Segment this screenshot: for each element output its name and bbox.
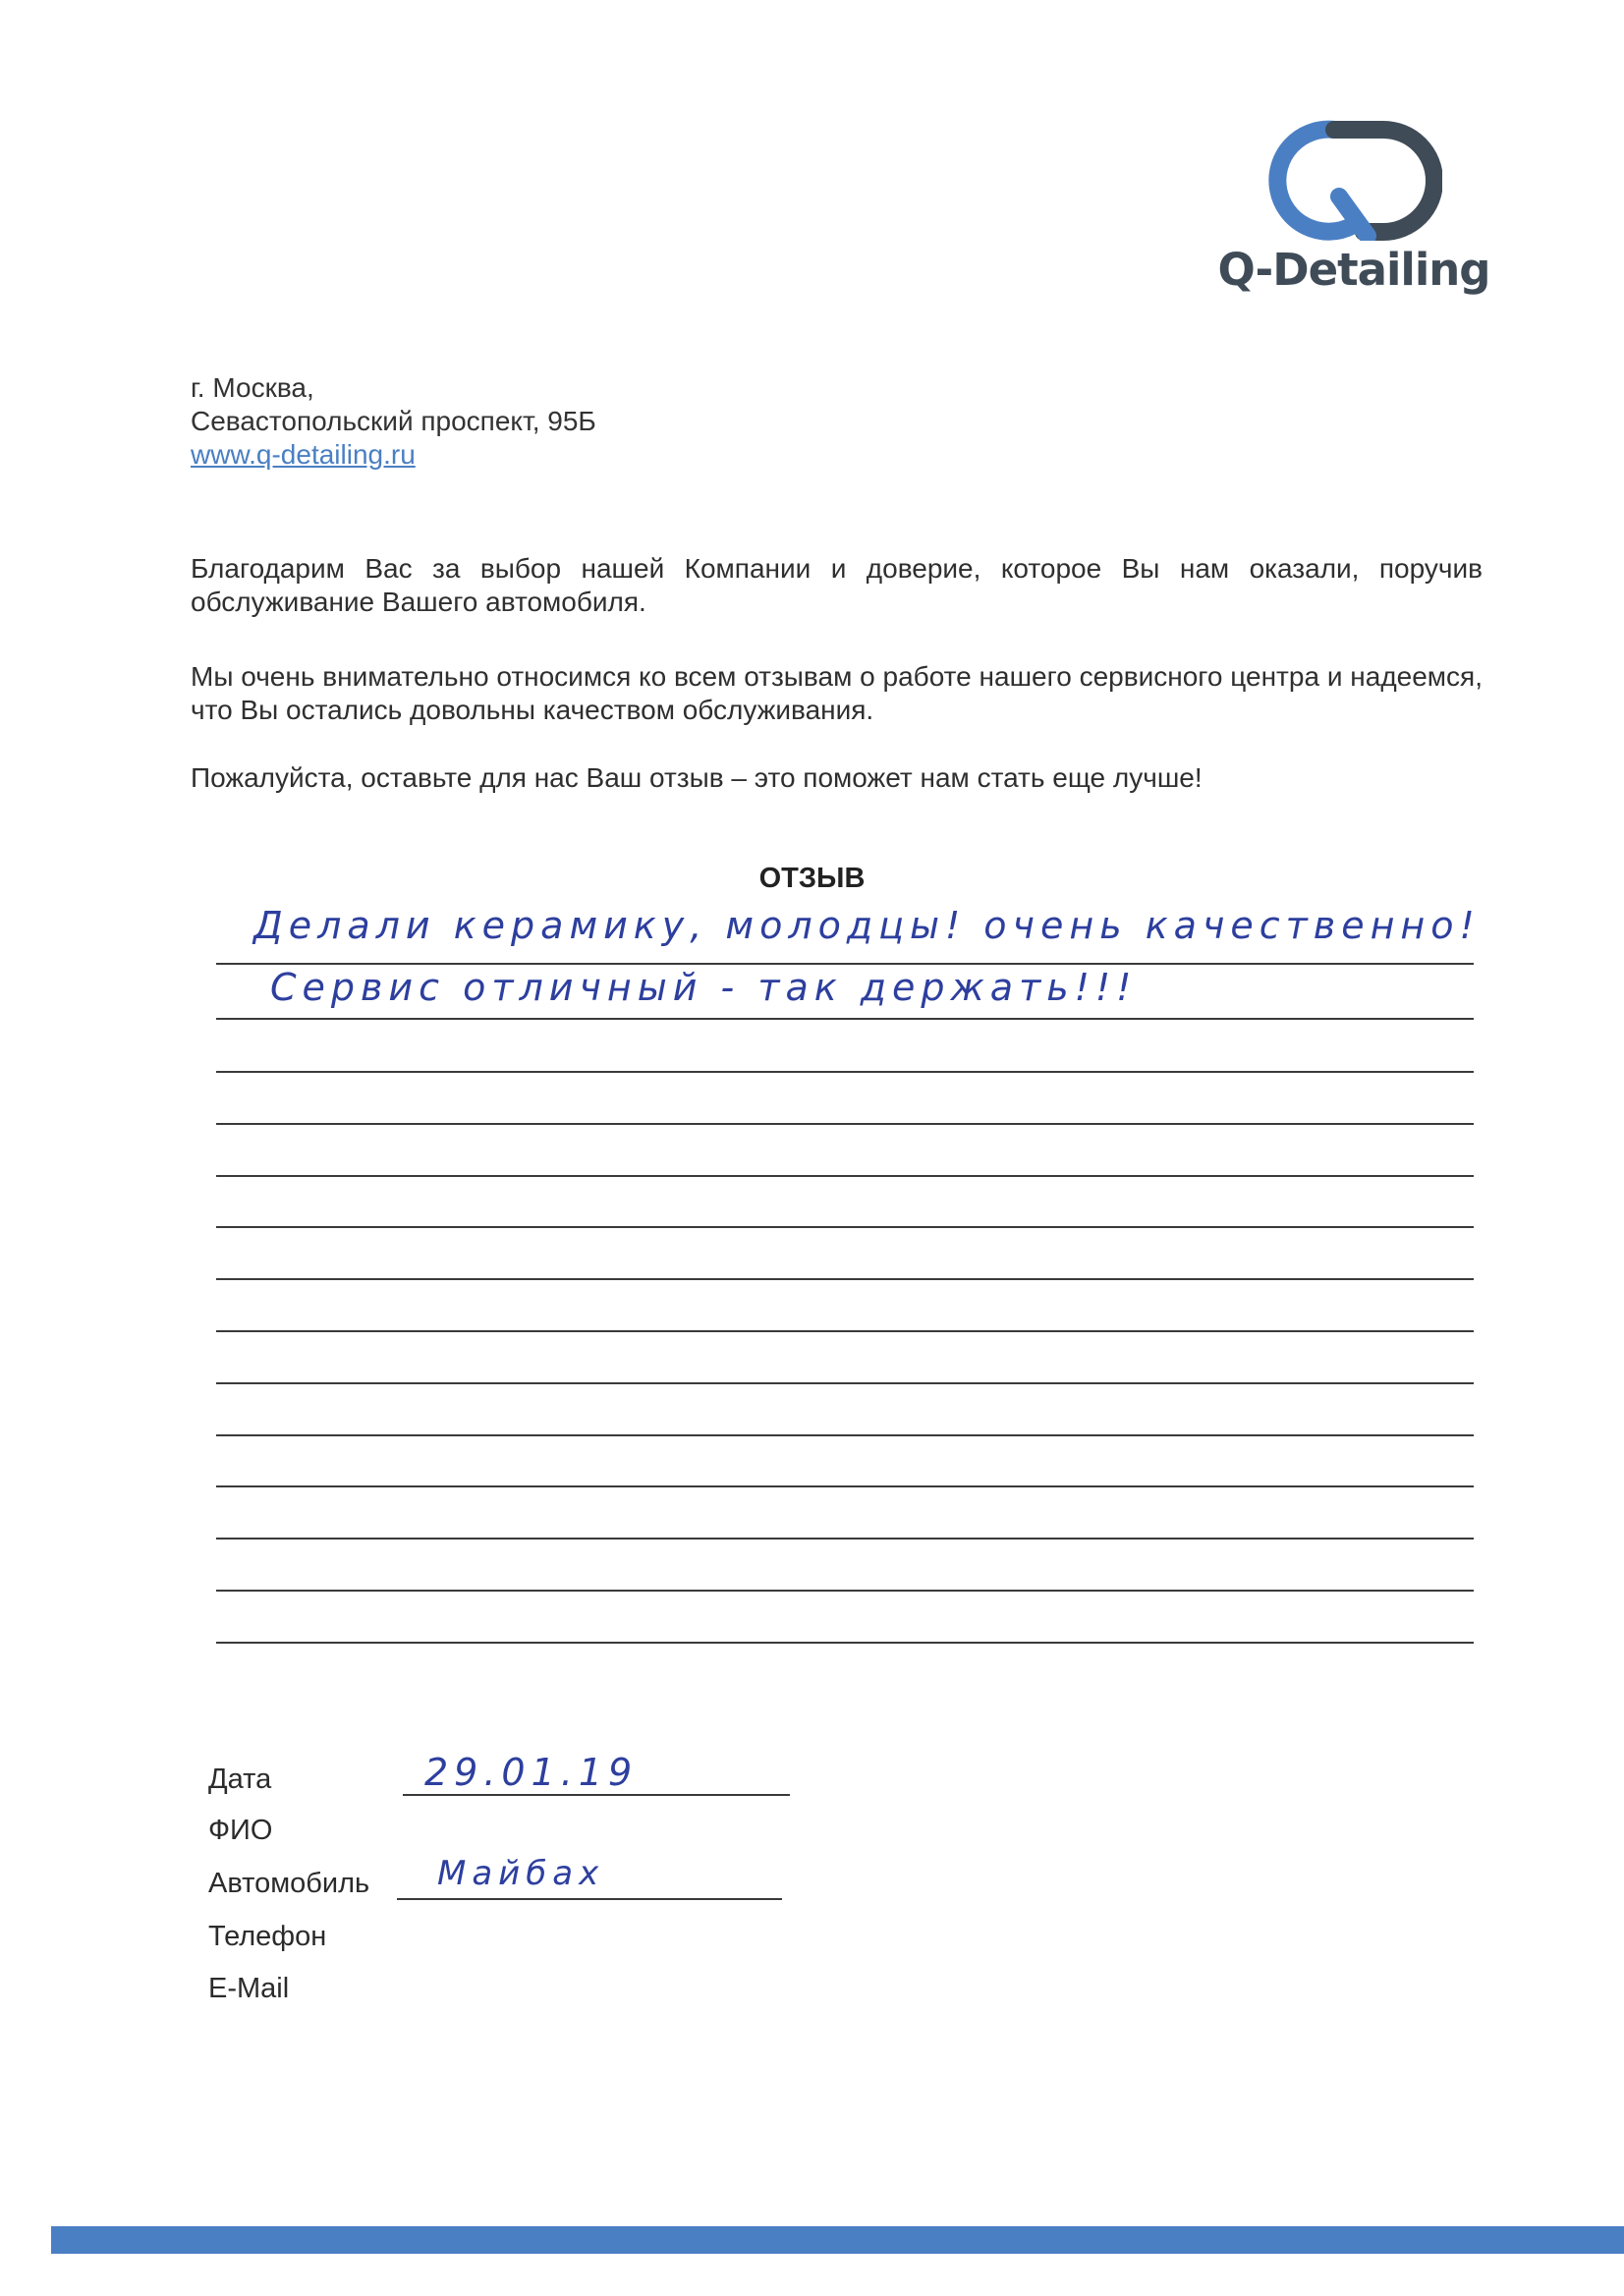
footer-bar <box>51 2226 1624 2254</box>
feedback-intro-paragraph: Мы очень внимательно относимся ко всем отзывам о работе нашего сервисного центра и надеемся, что Вы остались довольны качеством обслуживания. <box>191 661 1483 725</box>
review-line[interactable] <box>216 1123 1474 1125</box>
car-label: Автомобиль <box>208 1868 370 1899</box>
handwritten-car: Майбах <box>437 1854 605 1893</box>
car-field-line[interactable] <box>397 1898 782 1900</box>
handwritten-review-line-2: Сервис отличный - так держать!!! <box>270 966 1138 1009</box>
review-line[interactable] <box>216 1538 1474 1540</box>
address-block <box>191 371 596 472</box>
request-paragraph: Пожалуйста, оставьте для нас Ваш отзыв – это поможет нам стать еще лучше! <box>191 762 1203 793</box>
handwritten-date: 29.01.19 <box>424 1751 639 1794</box>
company-logo <box>1206 118 1501 314</box>
review-line[interactable] <box>216 1642 1474 1644</box>
date-label: Дата <box>208 1764 272 1795</box>
review-line[interactable] <box>216 1382 1474 1384</box>
review-line[interactable] <box>216 1226 1474 1228</box>
handwritten-review-line-1: Делали керамику, молодцы! очень качественно! <box>253 904 1481 947</box>
name-label: ФИО <box>208 1815 273 1846</box>
logo-text: Q-Detailing <box>1217 244 1490 296</box>
review-line[interactable] <box>216 1434 1474 1436</box>
review-line[interactable] <box>216 1590 1474 1592</box>
date-field-line[interactable] <box>403 1794 790 1796</box>
address-street: Севастопольский проспект, 95Б <box>191 406 596 436</box>
review-line[interactable] <box>216 1175 1474 1177</box>
review-line[interactable] <box>216 1278 1474 1280</box>
review-line[interactable] <box>216 1485 1474 1487</box>
website-link[interactable]: www.q-detailing.ru <box>191 439 416 470</box>
review-line[interactable] <box>216 1330 1474 1332</box>
q-detailing-logo-icon <box>1265 118 1442 241</box>
address-city: г. Москва, <box>191 372 314 403</box>
email-label: E-Mail <box>208 1973 290 2004</box>
phone-label: Телефон <box>208 1921 327 1952</box>
review-line[interactable] <box>216 1071 1474 1073</box>
review-line[interactable] <box>216 963 1474 965</box>
thank-you-paragraph: Благодарим Вас за выбор нашей Компании и доверие, которое Вы нам оказали, поручив обслуживание Вашего автомобиля. <box>191 553 1483 617</box>
review-title: ОТЗЫВ <box>758 863 866 894</box>
review-line[interactable] <box>216 1018 1474 1020</box>
